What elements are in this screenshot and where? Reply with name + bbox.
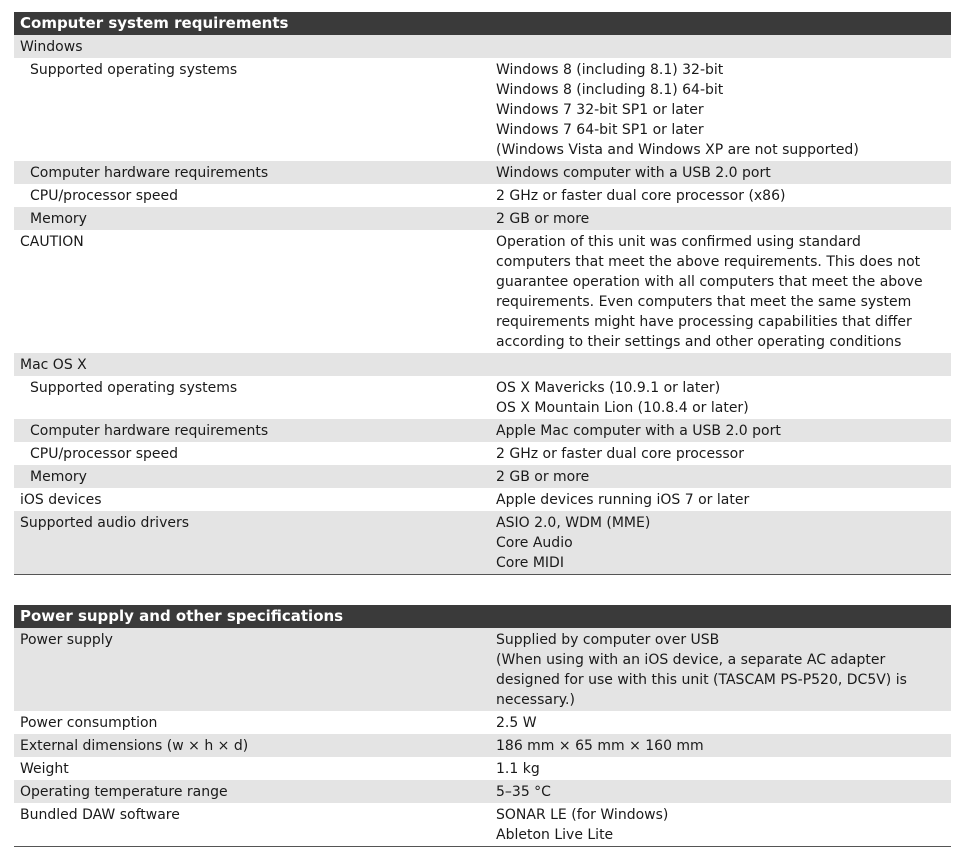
table-row	[14, 711, 951, 734]
value-line: 2 GHz or faster dual core processor	[496, 446, 744, 462]
value-line: Windows computer with a USB 2.0 port	[496, 165, 771, 181]
row-label: Weight	[20, 761, 69, 777]
row-label: Bundled DAW software	[20, 807, 180, 823]
value-line: Core Audio	[496, 535, 573, 551]
row-value	[490, 805, 951, 845]
table-row	[14, 488, 951, 511]
value-line: guarantee operation with all computers that meet the above	[496, 274, 923, 290]
value-line: according to their settings and other operating conditions	[496, 334, 902, 350]
value-line	[496, 37, 943, 57]
value-line: (When using with an iOS device, a separate AC adapter	[496, 652, 886, 668]
row-value	[490, 209, 951, 229]
value-line: OS X Mountain Lion (10.8.4 or later)	[496, 400, 749, 416]
table-row	[14, 376, 951, 419]
value-line: computers that meet the above requirements. This does not	[496, 254, 921, 270]
table-row	[14, 353, 951, 376]
value-line: 1.1 kg	[496, 761, 540, 777]
table-row	[14, 184, 951, 207]
value-line: Apple devices running iOS 7 or later	[496, 492, 750, 508]
row-label: Operating temperature range	[20, 784, 228, 800]
value-line: 5–35 °C	[496, 784, 551, 800]
row-value	[490, 163, 951, 183]
value-line	[496, 355, 943, 375]
value-line: Supplied by computer over USB	[496, 632, 720, 648]
value-line: 2 GB or more	[496, 211, 590, 227]
value-line: 186 mm × 65 mm × 160 mm	[496, 738, 704, 754]
power-specifications-rows	[14, 628, 951, 846]
row-label: Memory	[30, 469, 87, 485]
power-specifications-table	[14, 605, 951, 847]
value-line: Ableton Live Lite	[496, 827, 614, 843]
row-label: Computer hardware requirements	[30, 165, 269, 181]
value-line: OS X Mavericks (10.9.1 or later)	[496, 380, 721, 396]
value-line: (Windows Vista and Windows XP are not supported)	[496, 142, 859, 158]
row-label: Power supply	[20, 632, 113, 648]
row-value	[490, 630, 951, 710]
row-value	[490, 37, 951, 57]
row-value	[490, 736, 951, 756]
value-line: 2 GHz or faster dual core processor (x86)	[496, 188, 786, 204]
value-line: requirements might have processing capabilities that differ	[496, 314, 912, 330]
row-value	[490, 467, 951, 487]
table-row	[14, 757, 951, 780]
row-value	[490, 378, 951, 418]
row-label: Windows	[20, 39, 83, 55]
table-row	[14, 465, 951, 488]
table-row	[14, 780, 951, 803]
value-line: Windows 7 32-bit SP1 or later	[496, 102, 704, 118]
row-label: Computer hardware requirements	[30, 423, 269, 439]
table-row	[14, 207, 951, 230]
value-line: 2 GB or more	[496, 469, 590, 485]
value-line: Core MIDI	[496, 555, 564, 571]
table-row	[14, 230, 951, 353]
table-row	[14, 58, 951, 161]
row-label: CPU/processor speed	[30, 446, 179, 462]
row-label: Supported audio drivers	[20, 515, 190, 531]
row-value	[490, 713, 951, 733]
row-value	[490, 782, 951, 802]
value-line: SONAR LE (for Windows)	[496, 807, 669, 823]
row-value	[490, 759, 951, 779]
computer-requirements-table	[14, 12, 951, 575]
row-label: Supported operating systems	[30, 62, 238, 78]
power-specifications-title: Power supply and other specifications	[14, 605, 951, 628]
row-value	[490, 513, 951, 573]
row-label: CAUTION	[20, 234, 84, 250]
row-label: iOS devices	[20, 492, 102, 508]
value-line: Apple Mac computer with a USB 2.0 port	[496, 423, 781, 439]
value-line: necessary.)	[496, 692, 575, 708]
computer-requirements-rows	[14, 35, 951, 574]
row-value	[490, 490, 951, 510]
value-line: Windows 8 (including 8.1) 64-bit	[496, 82, 724, 98]
value-line: Operation of this unit was confirmed using standard	[496, 234, 861, 250]
row-value	[490, 444, 951, 464]
table-row	[14, 628, 951, 711]
table-row	[14, 35, 951, 58]
value-line: 2.5 W	[496, 715, 537, 731]
row-label: CPU/processor speed	[30, 188, 179, 204]
row-value	[490, 421, 951, 441]
value-line: Windows 7 64-bit SP1 or later	[496, 122, 704, 138]
table-row	[14, 511, 951, 574]
table-row	[14, 161, 951, 184]
row-value	[490, 186, 951, 206]
table-row	[14, 803, 951, 846]
computer-requirements-title: Computer system requirements	[14, 12, 951, 35]
row-value	[490, 232, 951, 352]
row-value	[490, 355, 951, 375]
row-label: Power consumption	[20, 715, 158, 731]
value-line: requirements. Even computers that meet the same system	[496, 294, 912, 310]
row-label: External dimensions (w × h × d)	[20, 738, 249, 754]
table-row	[14, 734, 951, 757]
row-value	[490, 60, 951, 160]
table-row	[14, 442, 951, 465]
value-line: ASIO 2.0, WDM (MME)	[496, 515, 651, 531]
value-line: Windows 8 (including 8.1) 32-bit	[496, 62, 724, 78]
table-row	[14, 419, 951, 442]
row-label: Mac OS X	[20, 357, 87, 373]
value-line: designed for use with this unit (TASCAM PS-P520, DC5V) is	[496, 672, 907, 688]
row-label: Memory	[30, 211, 87, 227]
row-label: Supported operating systems	[30, 380, 238, 396]
